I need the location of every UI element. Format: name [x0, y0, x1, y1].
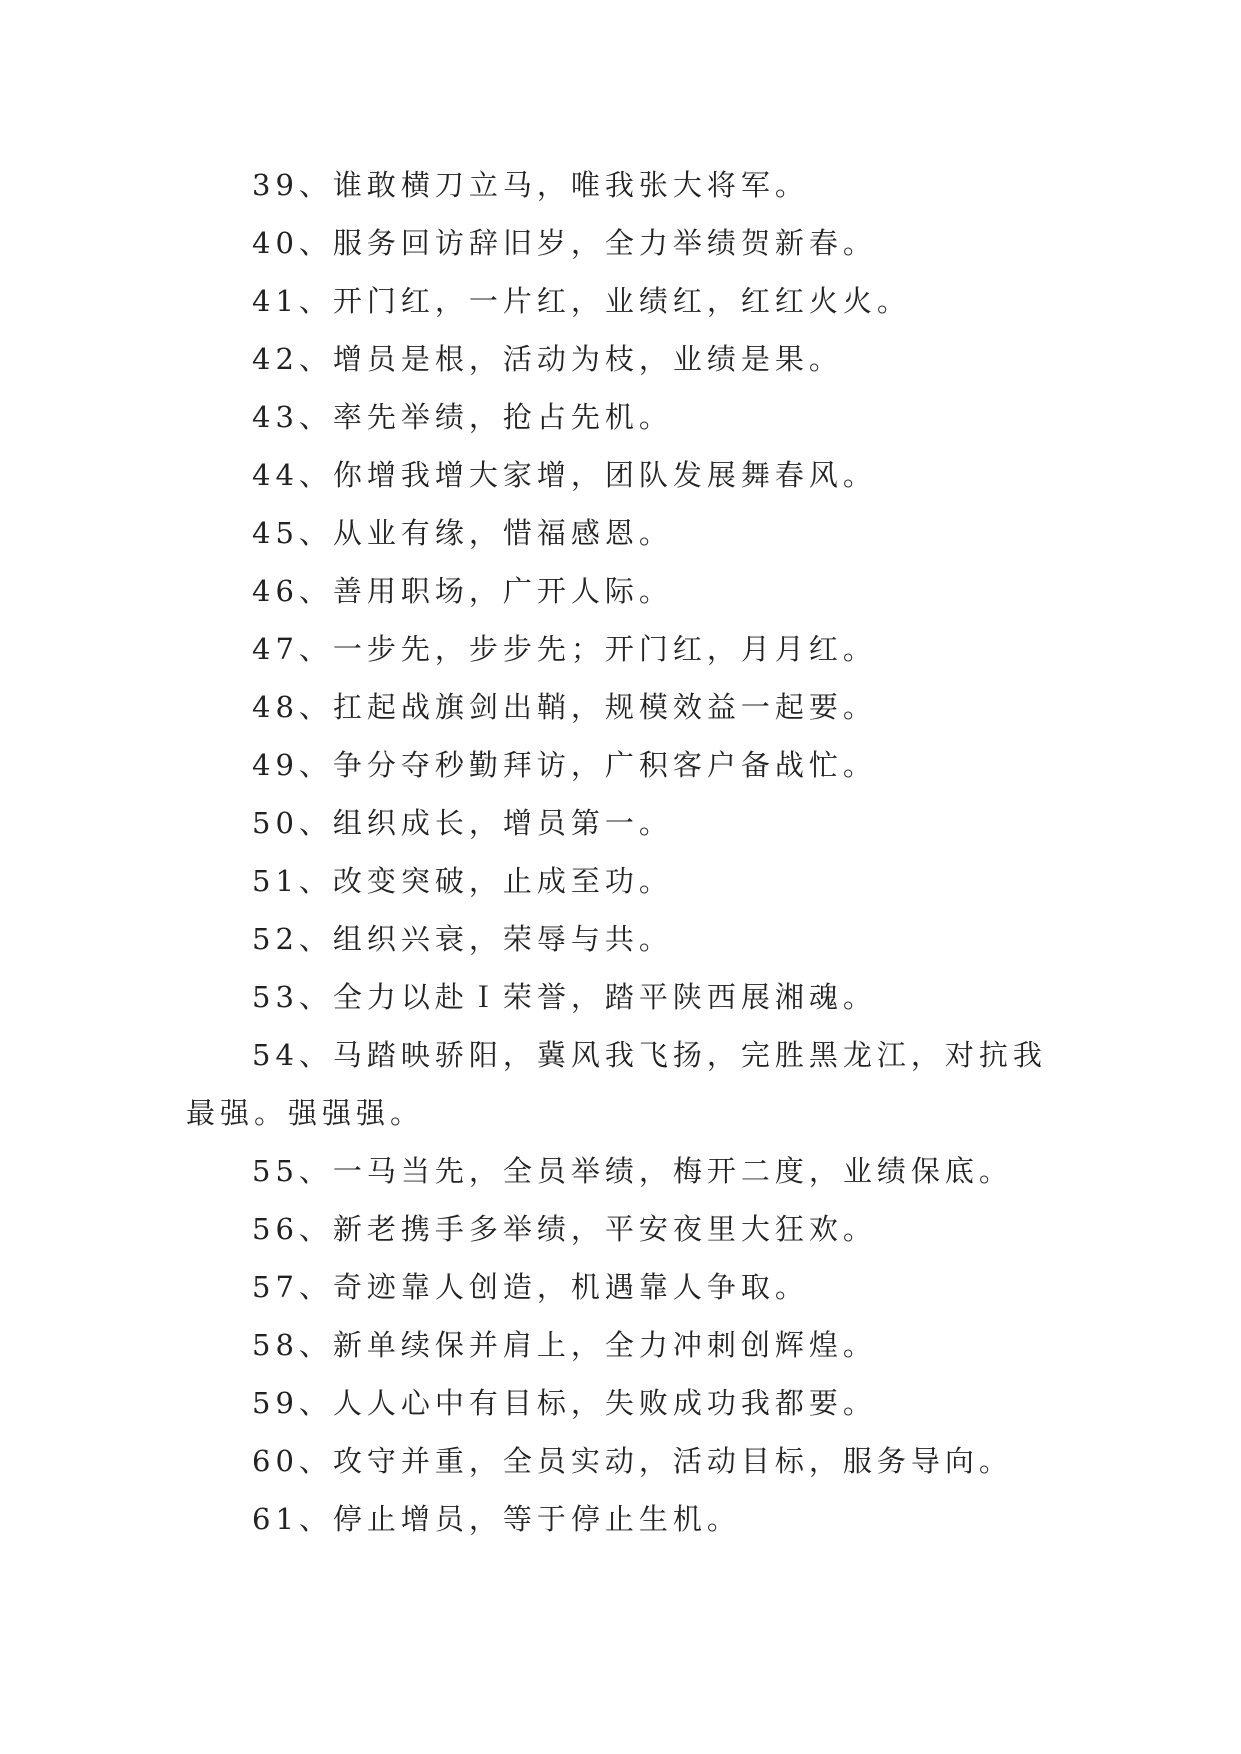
slogan-46: 46、善用职场，广开人际。 [252, 574, 673, 608]
slogan-47: 47、一步先，步步先；开门红，月月红。 [252, 632, 877, 666]
slogan-45: 45、从业有缘，惜福感恩。 [252, 516, 673, 550]
slogan-50: 50、组织成长，增员第一。 [252, 806, 673, 840]
slogan-48: 48、扛起战旗剑出鞘，规模效益一起要。 [252, 690, 877, 724]
slogan-41: 41、开门红，一片红，业绩红，红红火火。 [252, 284, 911, 318]
slogan-57: 57、奇迹靠人创造，机遇靠人争取。 [252, 1270, 809, 1304]
slogan-55: 55、一马当先，全员举绩，梅开二度，业绩保底。 [252, 1154, 1013, 1188]
slogan-61: 61、停止增员，等于停止生机。 [252, 1502, 741, 1536]
slogan-44: 44、你增我增大家增，团队发展舞春风。 [252, 458, 877, 492]
slogan-51: 51、改变突破，止成至功。 [252, 864, 673, 898]
slogan-list [186, 156, 1066, 1548]
slogan-49: 49、争分夺秒勤拜访，广积客户备战忙。 [252, 748, 877, 782]
slogan-59: 59、人人心中有目标，失败成功我都要。 [252, 1386, 877, 1420]
slogan-40: 40、服务回访辞旧岁，全力举绩贺新春。 [252, 226, 877, 260]
slogan-54: 54、马踏映骄阳，冀风我飞扬，完胜黑龙江，对抗我最强。强强强。 [186, 1038, 1047, 1130]
slogan-39: 39、谁敢横刀立马，唯我张大将军。 [252, 168, 809, 202]
slogan-56: 56、新老携手多举绩，平安夜里大狂欢。 [252, 1212, 877, 1246]
slogan-43: 43、率先举绩，抢占先机。 [252, 400, 673, 434]
slogan-52: 52、组织兴衰，荣辱与共。 [252, 922, 673, 956]
slogan-58: 58、新单续保并肩上，全力冲刺创辉煌。 [252, 1328, 877, 1362]
slogan-42: 42、增员是根，活动为枝，业绩是果。 [252, 342, 843, 376]
slogan-60: 60、攻守并重，全员实动，活动目标，服务导向。 [252, 1444, 1013, 1478]
slogan-53: 53、全力以赴Ｉ荣誉，踏平陕西展湘魂。 [252, 980, 877, 1014]
